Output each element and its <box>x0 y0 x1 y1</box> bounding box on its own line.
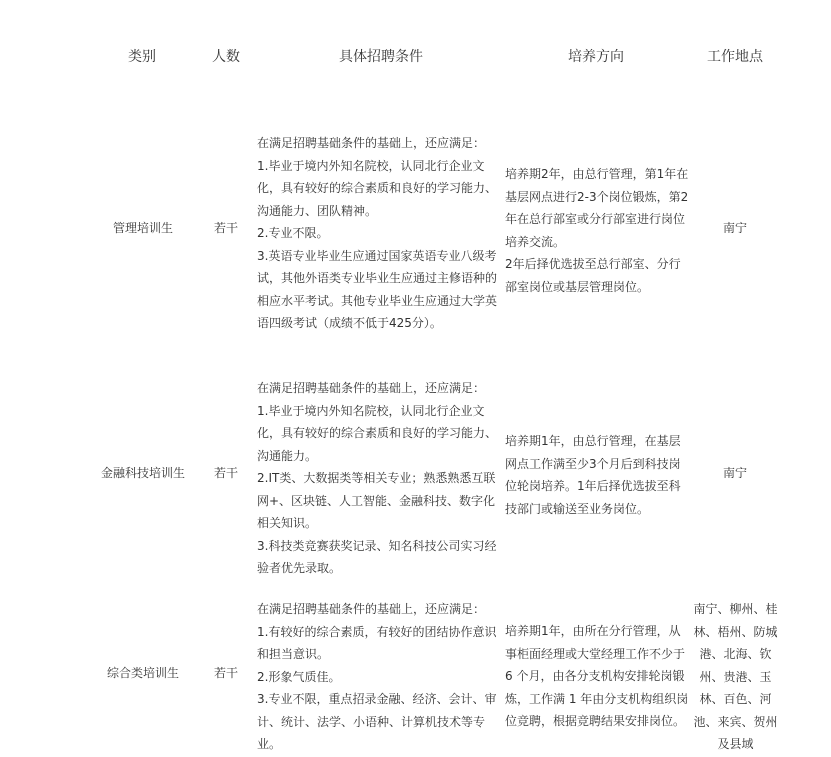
row-3-conditions-line: 3.专业不限，重点招录金融、经济、会计、审 <box>257 692 497 706</box>
row-2-training-line: 培养期1年，由总行管理，在基层 <box>505 434 681 448</box>
row-3-conditions <box>257 598 496 756</box>
row-1-conditions-line: 语四级考试（成绩不低于425分）。 <box>257 316 442 330</box>
row-3-count: 若干 <box>213 666 238 680</box>
row-1-conditions-line: 在满足招聘基础条件的基础上，还应满足： <box>257 136 486 150</box>
row-2-training-line: 技部门或输送至业务岗位。 <box>505 501 650 516</box>
row-1-training-line: 2年后择优选拔至总行部室、分行 <box>505 257 681 271</box>
row-2-conditions-line: 3.科技类竞赛获奖记录、知名科技公司实习经 <box>257 538 497 553</box>
row-1-training-line: 年在总行部室或分行部室进行岗位 <box>505 212 686 226</box>
row-2-conditions-line: 1.毕业于境内外知名院校，认同北行企业文 <box>257 403 485 418</box>
row-1-location: 南宁 <box>722 221 747 235</box>
row-3-location-line: 港、北海、钦 <box>699 647 772 661</box>
row-3-category: 综合类培训生 <box>106 666 179 680</box>
row-3-location-line: 南宁、柳州、桂 <box>693 602 778 616</box>
row-2-location: 南宁 <box>722 466 747 480</box>
row-2-training-line: 位轮岗培养。1年后择优选拔至科 <box>505 479 681 493</box>
row-3-conditions-line: 业。 <box>257 737 282 751</box>
row-2-conditions-line: 在满足招聘基础条件的基础上，还应满足： <box>257 381 486 395</box>
row-1-training-line: 培养期2年，由总行管理，第1年在 <box>505 167 689 181</box>
row-2-training-line: 网点工作满至少3个月后到科技岗 <box>505 456 681 471</box>
header-count: 人数 <box>212 49 240 65</box>
row-3-training-line: 培养期1年，由所在分行管理，从 <box>505 624 681 638</box>
row-3-location-line: 及县域 <box>717 737 754 751</box>
row-1-conditions-line: 试，其他外语类专业毕业生应通过主修语种的 <box>257 271 498 285</box>
row-2-conditions-line: 2.IT类、大数据类等相关专业；熟悉熟悉互联 <box>257 471 496 485</box>
row-1-conditions-line: 相应水平考试。其他专业毕业生应通过大学英 <box>257 293 498 308</box>
row-2-conditions-line: 沟通能力。 <box>257 448 318 463</box>
row-2-conditions-line: 相关知识。 <box>257 516 318 530</box>
row-1-category: 管理培训生 <box>112 221 173 235</box>
row-1-conditions-line: 化，具有较好的综合素质和良好的学习能力、 <box>257 181 498 195</box>
row-1-conditions-line: 3.英语专业毕业生应通过国家英语专业八级考 <box>257 248 497 263</box>
row-2-conditions-line: 化，具有较好的综合素质和良好的学习能力、 <box>257 426 498 440</box>
row-2-conditions <box>257 377 497 580</box>
row-3-conditions-line: 和担当意识。 <box>257 647 330 661</box>
row-1-training <box>505 163 688 298</box>
row-2-conditions-line: 验者优先录取。 <box>257 561 342 575</box>
row-3-location-line: 池、来宾、贺州 <box>693 714 778 729</box>
row-3-location-line: 林、梧州、防城 <box>693 624 778 639</box>
row-3-conditions-line: 1.有较好的综合素质，有较好的团结协作意识 <box>257 624 497 639</box>
row-2-training <box>505 430 681 520</box>
row-3-location-line: 州、贵港、玉 <box>699 669 772 684</box>
row-2-count: 若干 <box>213 466 238 480</box>
header-training: 培养方向 <box>568 49 624 65</box>
row-1-conditions-line: 沟通能力、团队精神。 <box>257 203 378 218</box>
row-3-location <box>690 598 781 756</box>
row-3-training <box>505 620 688 733</box>
row-3-training-line: 位竞聘，根据竞聘结果安排岗位。 <box>505 714 686 728</box>
row-3-conditions-line: 在满足招聘基础条件的基础上，还应满足： <box>257 602 486 616</box>
row-2-conditions-line: 网+、区块链、人工智能、金融科技、数字化 <box>257 493 496 508</box>
row-3-conditions-line: 2.形象气质佳。 <box>257 669 341 684</box>
row-1-conditions <box>257 132 497 335</box>
row-1-conditions-line: 2.专业不限。 <box>257 226 329 240</box>
row-3-conditions-line: 计、统计、法学、小语种、计算机技术等专 <box>257 714 486 729</box>
row-3-training-line: 6 个月，由各分支机构安排轮岗锻 <box>505 669 685 683</box>
row-1-conditions-line: 1.毕业于境内外知名院校，认同北行企业文 <box>257 158 485 173</box>
row-1-training-line: 培养交流。 <box>505 234 566 249</box>
header-conditions: 具体招聘条件 <box>339 49 423 65</box>
row-1-count: 若干 <box>213 221 238 235</box>
row-3-training-line: 炼，工作满 1 年由分支机构组织岗 <box>505 691 689 706</box>
row-2-category: 金融科技培训生 <box>100 466 185 480</box>
row-3-training-line: 事柜面经理或大堂经理工作不少于 <box>505 646 686 661</box>
row-1-training-line: 部室岗位或基层管理岗位。 <box>505 279 650 294</box>
row-1-training-line: 基层网点进行2-3个岗位锻炼，第2 <box>505 189 689 204</box>
header-category: 类别 <box>128 49 156 65</box>
header-location: 工作地点 <box>707 49 763 65</box>
row-3-location-line: 林、百色、河 <box>699 692 772 706</box>
